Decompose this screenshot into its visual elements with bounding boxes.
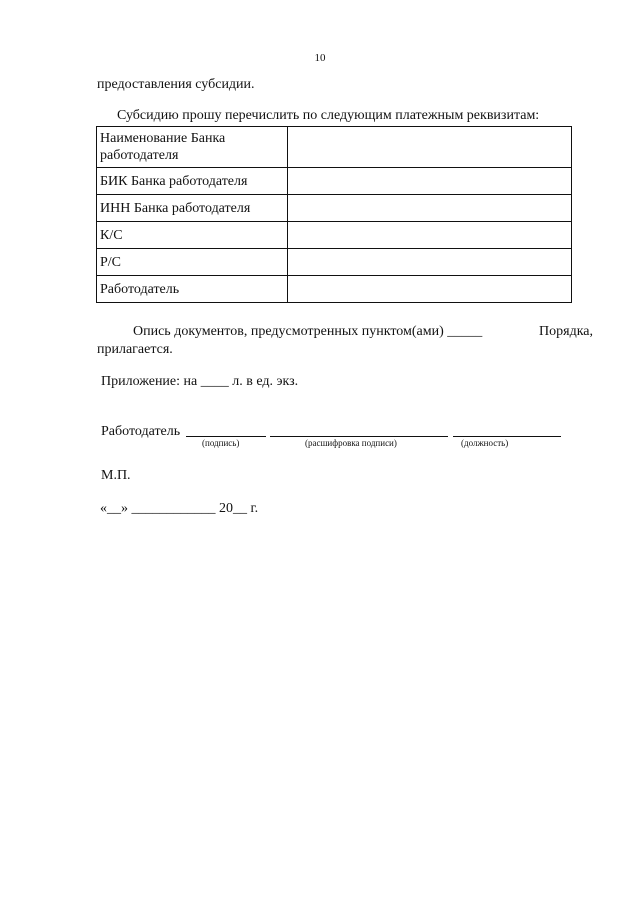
text-line-continuation: предоставления субсидии.	[97, 77, 255, 92]
position-caption: (должность)	[461, 438, 509, 448]
inventory-text: Опись документов, предусмотренных пунктом(ами) _____	[133, 324, 483, 339]
row-label: БИК Банка работодателя	[97, 168, 288, 195]
inventory-line	[133, 324, 593, 340]
row-value	[288, 127, 572, 168]
row-label: К/С	[97, 222, 288, 249]
row-label: Р/С	[97, 249, 288, 276]
table-row	[97, 168, 572, 195]
decoding-caption: (расшифровка подписи)	[305, 438, 397, 448]
row-label: Наименование Банка работодателя	[97, 127, 288, 168]
row-label: Работодатель	[97, 276, 288, 303]
table-row	[97, 249, 572, 276]
row-label: ИНН Банка работодателя	[97, 195, 288, 222]
appendix-line: Приложение: на ____ л. в ед. экз.	[101, 374, 299, 389]
inventory-line-2: прилагается.	[97, 342, 173, 357]
row-value	[288, 168, 572, 195]
signer-label: Работодатель	[101, 424, 181, 439]
page-number: 10	[314, 52, 326, 64]
table-row	[97, 195, 572, 222]
row-value	[288, 222, 572, 249]
table-row	[97, 222, 572, 249]
signature-line	[186, 436, 266, 437]
date-line: «__» ____________ 20__ г.	[100, 501, 259, 516]
requisites-intro: Субсидию прошу перечислить по следующим платежным реквизитам:	[117, 108, 540, 123]
position-line	[453, 436, 561, 437]
table-row	[97, 127, 572, 168]
row-value	[288, 195, 572, 222]
row-value	[288, 249, 572, 276]
requisites-table	[96, 126, 572, 303]
stamp-place: М.П.	[101, 468, 131, 483]
signature-caption: (подпись)	[202, 438, 240, 448]
row-value	[288, 276, 572, 303]
inventory-text-end: Порядка,	[539, 324, 593, 339]
decoding-line	[270, 436, 448, 437]
table-row	[97, 276, 572, 303]
